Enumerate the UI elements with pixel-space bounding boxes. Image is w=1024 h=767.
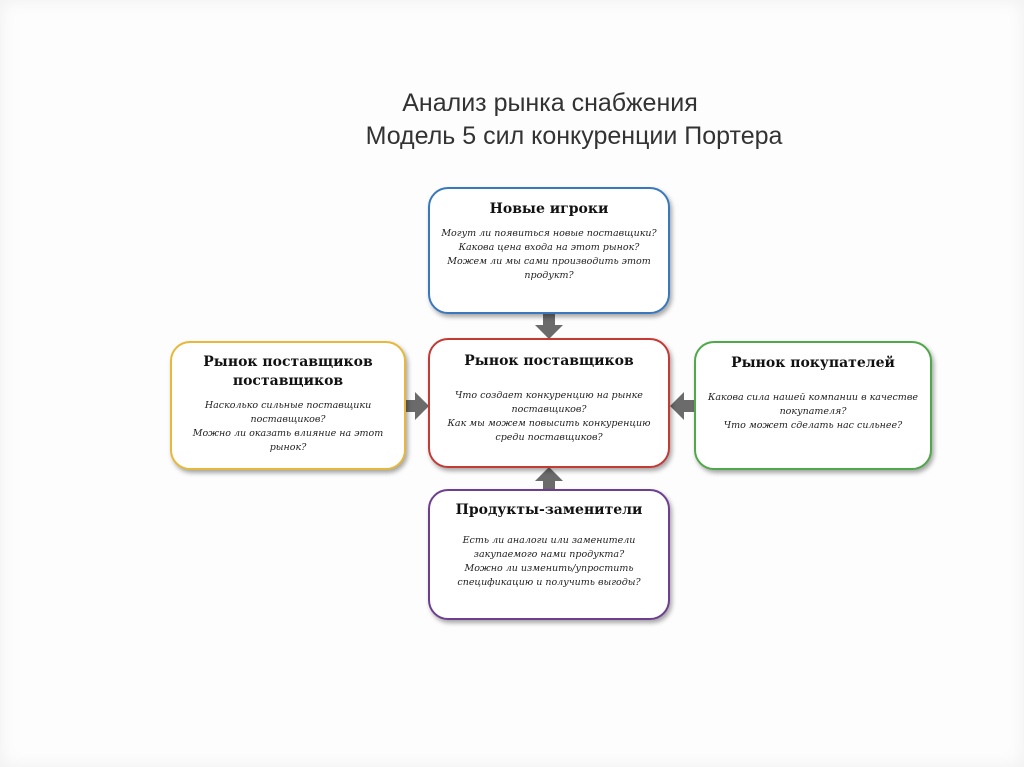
box-suppliers-of-suppliers-line: Можно ли оказать влияние на этот <box>192 428 384 439</box>
box-substitutes-line: спецификацию и получить выгоды? <box>457 577 641 588</box>
slide-title-line-2: Модель 5 сил конкуренции Портера <box>365 122 783 150</box>
box-suppliers-of-suppliers-line: рынок? <box>269 442 307 453</box>
box-buyer-market-text <box>704 391 922 433</box>
box-buyer-market-line: покупателя? <box>779 406 847 417</box>
arrow-left-from-buyer-market-icon <box>669 391 695 421</box>
box-substitutes <box>428 489 670 620</box>
box-substitutes-text <box>438 534 660 590</box>
box-supplier-market-line: Что создает конкуренцию на рынке <box>455 390 643 401</box>
box-new-players-line: Могут ли появиться новые поставщики? <box>441 228 657 239</box>
box-supplier-market <box>428 338 670 468</box>
slide-title-line-1: Анализ рынка снабжения <box>402 89 698 117</box>
box-suppliers-of-suppliers <box>170 341 406 470</box>
arrow-right-from-suppliers-of-suppliers-icon <box>404 391 430 421</box>
box-supplier-market-line: Как мы можем повысить конкуренцию <box>447 418 651 429</box>
box-new-players-title: Новые игроки <box>489 201 609 217</box>
box-supplier-market-text <box>438 389 660 445</box>
box-suppliers-of-suppliers-text <box>180 399 396 455</box>
box-buyer-market-title: Рынок покупателей <box>731 355 895 371</box>
box-substitutes-line: Можно ли изменить/упростить <box>464 563 634 574</box>
box-suppliers-of-suppliers-title-line: поставщиков <box>232 373 344 389</box>
box-substitutes-line: закупаемого нами продукта? <box>473 549 625 560</box>
box-buyer-market <box>694 341 932 470</box>
box-buyer-market-line: Что может сделать нас сильнее? <box>723 420 903 431</box>
arrow-down-from-new-players-icon <box>533 314 565 340</box>
box-supplier-market-title: Рынок поставщиков <box>464 353 634 369</box>
box-suppliers-of-suppliers-title-line: Рынок поставщиков <box>203 354 373 370</box>
box-suppliers-of-suppliers-line: Насколько сильные поставщики <box>204 400 372 411</box>
box-suppliers-of-suppliers-line: поставщиков? <box>250 414 326 425</box>
box-suppliers-of-suppliers-title <box>180 353 396 391</box>
box-buyer-market-line: Какова сила нашей компании в качестве <box>708 392 918 403</box>
box-new-players-line: продукт? <box>524 270 574 281</box>
box-new-players-line: Какова цена входа на этот рынок? <box>458 242 640 253</box>
box-new-players-line: Можем ли мы сами производить этот <box>447 256 651 267</box>
box-substitutes-title: Продукты-заменители <box>455 502 643 518</box>
box-substitutes-line: Есть ли аналоги или заменители <box>462 535 636 546</box>
box-supplier-market-line: поставщиков? <box>511 404 587 415</box>
box-new-players <box>428 187 670 314</box>
box-supplier-market-line: среди поставщиков? <box>495 432 603 443</box>
box-new-players-text <box>438 227 660 283</box>
